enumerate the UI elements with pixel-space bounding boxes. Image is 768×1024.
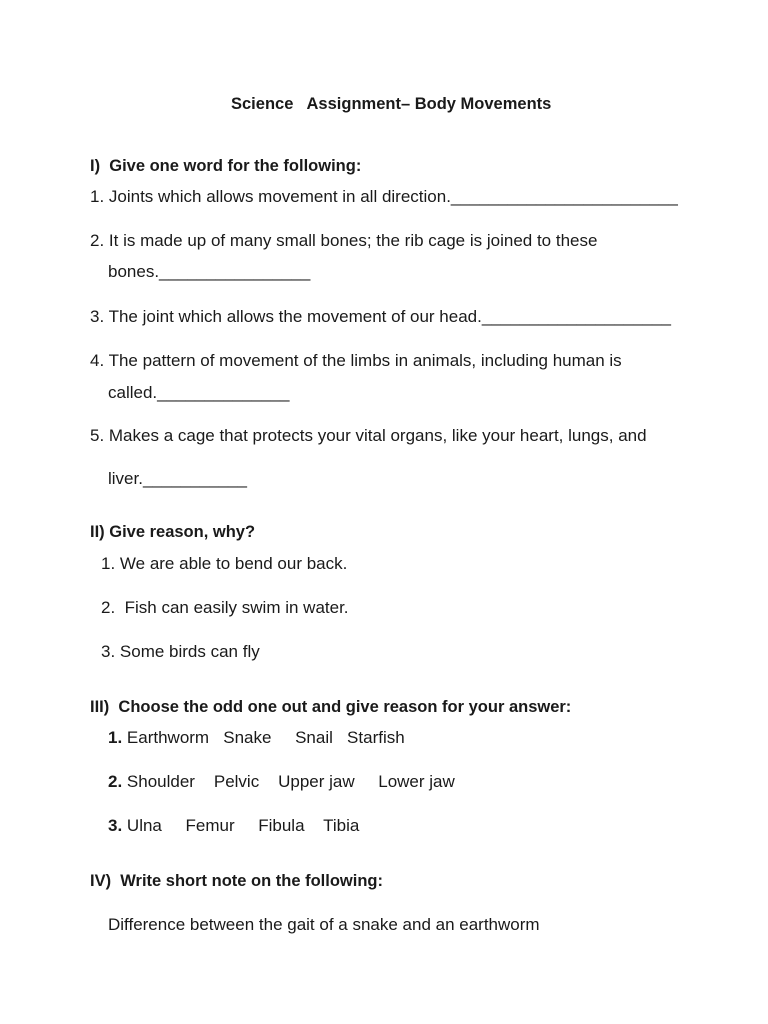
question-1-2-line-1: 2. It is made up of many small bones; the rib cage is joined to these bbox=[90, 231, 598, 250]
question-1-5-line-2: liver.___________ bbox=[108, 469, 247, 488]
question-2-2: 2. Fish can easily swim in water. bbox=[101, 598, 349, 617]
question-3-2-text: Shoulder Pelvic Upper jaw Lower jaw bbox=[122, 772, 455, 791]
section-3-heading: III) Choose the odd one out and give reason for your answer: bbox=[90, 698, 572, 716]
question-1-4-line-2: called.______________ bbox=[108, 383, 290, 402]
question-2-3: 3. Some birds can fly bbox=[101, 642, 260, 661]
question-4-1: Difference between the gait of a snake and an earthworm bbox=[108, 915, 540, 934]
question-3-1 bbox=[108, 728, 405, 748]
question-1-3: 3. The joint which allows the movement of our head.____________________ bbox=[90, 307, 671, 326]
question-3-1-number: 1. bbox=[108, 728, 123, 747]
question-1-2-line-2: bones.________________ bbox=[108, 262, 311, 281]
question-3-3 bbox=[108, 816, 359, 836]
section-1-heading: I) Give one word for the following: bbox=[90, 157, 362, 175]
question-1-1: 1. Joints which allows movement in all direction.________________________ bbox=[90, 187, 678, 206]
question-2-1: 1. We are able to bend our back. bbox=[101, 554, 348, 573]
section-2-heading: II) Give reason, why? bbox=[90, 523, 256, 541]
question-1-4-line-1: 4. The pattern of movement of the limbs in animals, including human is bbox=[90, 351, 622, 370]
question-3-3-text: Ulna Femur Fibula Tibia bbox=[122, 816, 360, 835]
question-3-1-text: Earthworm Snake Snail Starfish bbox=[122, 728, 405, 747]
question-1-5-line-1: 5. Makes a cage that protects your vital organs, like your heart, lungs, and bbox=[90, 426, 647, 445]
question-3-3-number: 3. bbox=[108, 816, 123, 835]
section-4-heading: IV) Write short note on the following: bbox=[90, 872, 384, 890]
question-3-2 bbox=[108, 772, 455, 792]
page-title: Science Assignment– Body Movements bbox=[231, 95, 552, 113]
question-3-2-number: 2. bbox=[108, 772, 123, 791]
